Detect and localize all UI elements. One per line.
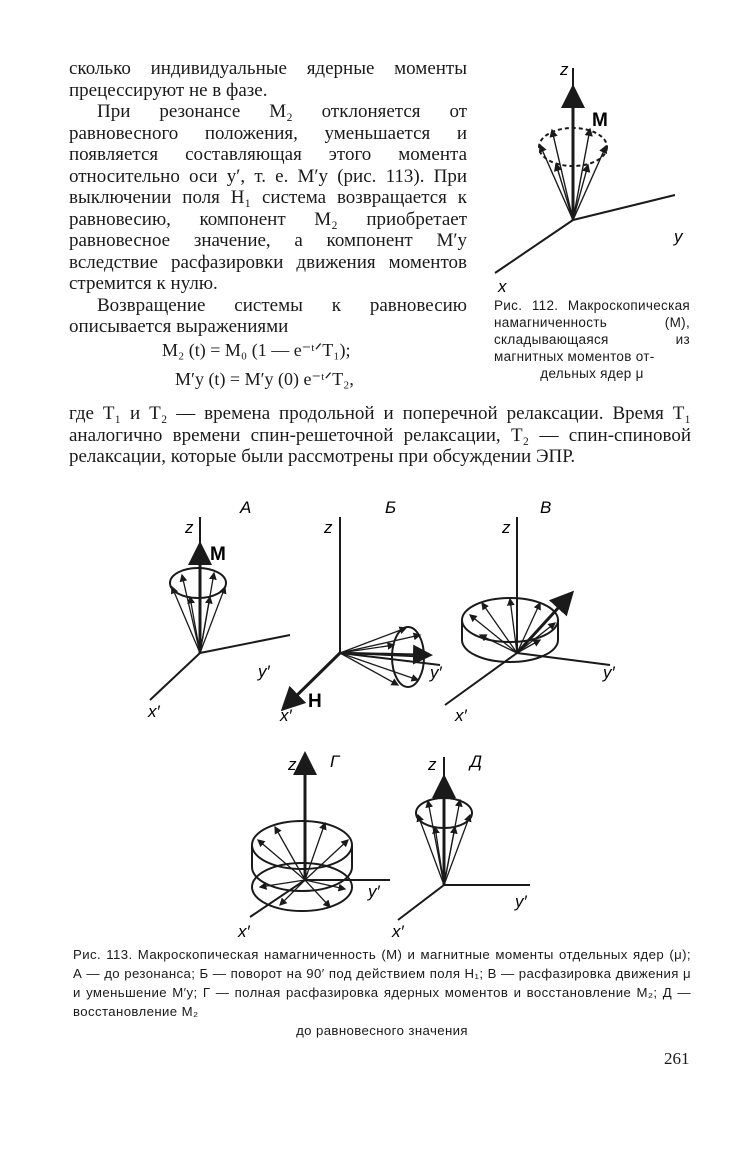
z-label: z	[560, 60, 569, 79]
panel-a-x: x′	[148, 702, 160, 721]
panel-d-label: Д	[470, 752, 482, 771]
panel-a-z: z	[185, 518, 194, 537]
panel-b-y: y′	[430, 663, 442, 682]
formula-mz: M₂ (t) = M₀ (1 — e⁻ᵗᐟT₁);	[162, 340, 351, 360]
y-label: y	[674, 227, 683, 246]
panel-g-y: y′	[368, 882, 380, 901]
figure-112-caption: Рис. 112. Макроскопическая намагниченность (M), складывающаяся из магнитных моментов от- дельных ядер μ	[494, 298, 690, 381]
panel-g-x: x′	[238, 922, 250, 941]
panel-g-z: z	[288, 755, 297, 774]
figure-113	[130, 495, 640, 945]
panel-d	[398, 757, 530, 920]
panel-v-z: z	[502, 518, 511, 537]
figure-113-caption: Рис. 113. Макроскопическая намагниченность (M) и магнитные моменты отдельных ядер (μ); А — до резонанса; Б — поворот на 90′ под действием поля H₁; В — расфазировка движения μ и уменьшение M′y; Г — полная расфазировка ядерных моментов и восстановление M₂; Д — восстановление M₂ до равновесного значения	[73, 947, 691, 1038]
formula-my: M′y (t) = M′y (0) e⁻ᵗᐟT₂,	[175, 369, 354, 389]
panel-b-z: z	[324, 518, 333, 537]
m-label: M	[592, 110, 608, 131]
panel-g-label: Г	[330, 752, 340, 771]
panel-v-y: y′	[603, 663, 615, 682]
panel-v-label: В	[540, 498, 552, 517]
panel-v	[445, 517, 610, 705]
panel-b-x: x′	[280, 706, 292, 725]
body-text-column	[69, 58, 467, 338]
paragraph-3: Возвращение системы к равновесию описывается выражениями	[69, 294, 467, 337]
x-axis	[495, 220, 573, 273]
panel-b	[285, 517, 440, 707]
page-number: 261	[664, 1049, 690, 1068]
paragraph-2: При резонансе M₂ отклоняется от равновесного положения, уменьшается и появляется составляющая этого момента относительно оси y′, т. е. M′y (рис. 113). При выключении поля H₁ система возвращается к равновесию, компонент M₂ приобретает равновесное значение, а компонент M′y вследствие расфазировки движения моментов стремится к нулю.	[69, 101, 467, 294]
panel-d-x: x′	[392, 922, 404, 941]
figure-112	[470, 50, 710, 295]
panel-a-m: M	[210, 544, 226, 565]
paragraph-1: сколько индивидуальные ядерные моменты прецессируют не в фазе.	[69, 58, 467, 101]
panel-b-h: H	[308, 691, 322, 712]
paragraph-relaxation: где T₁ и T₂ — времена продольной и поперечной релаксации. Время T₁ аналогично времени спин-решеточной релаксации, T₂ — спин-спиновой релаксации, которые были рассмотрены при обсуждении ЭПР.	[69, 403, 691, 467]
panel-b-label: Б	[385, 498, 397, 517]
panel-a-label: А	[240, 498, 252, 517]
y-axis	[573, 195, 675, 220]
panel-d-z: z	[428, 755, 437, 774]
panel-a-y: y′	[258, 662, 270, 681]
x-label: x	[498, 277, 507, 295]
panel-d-y: y′	[515, 892, 527, 911]
panel-v-x: x′	[455, 706, 467, 725]
